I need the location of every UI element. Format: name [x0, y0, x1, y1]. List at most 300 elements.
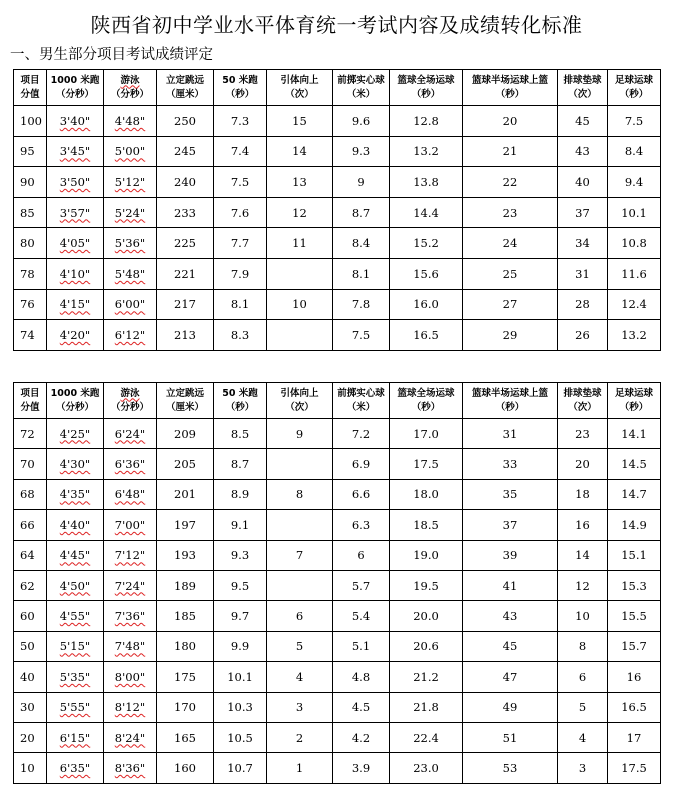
column-header	[608, 383, 661, 419]
table-cell: 4'25"	[47, 419, 104, 449]
column-header	[390, 70, 463, 106]
table-cell: 20	[14, 722, 47, 752]
table-cell: 6'36"	[104, 449, 157, 479]
column-header-line: 立定跳远	[165, 387, 204, 399]
table-cell: 205	[157, 449, 214, 479]
column-header-line: （分秒）	[110, 88, 149, 100]
column-header-line: （秒）	[495, 401, 525, 413]
table-cell: 8	[558, 631, 608, 661]
table-row	[14, 449, 661, 479]
table-cell	[267, 570, 333, 600]
table-cell	[267, 258, 333, 289]
table-cell: 26	[558, 320, 608, 351]
table-cell: 15	[267, 106, 333, 137]
column-header-line: 足球运球	[614, 74, 653, 86]
column-header	[558, 383, 608, 419]
table-cell: 10.7	[214, 753, 267, 783]
table-cell: 20	[463, 106, 558, 137]
table-row	[14, 320, 661, 351]
table-cell: 40	[558, 167, 608, 198]
table-row	[14, 570, 661, 600]
table-cell: 7.6	[214, 197, 267, 228]
table-cell: 66	[14, 510, 47, 540]
table-cell: 22	[463, 167, 558, 198]
table-cell: 4'48"	[104, 106, 157, 137]
table-cell: 68	[14, 479, 47, 509]
table-cell: 21.8	[390, 692, 463, 722]
table-cell: 4	[267, 662, 333, 692]
column-header-line: 篮球全场运球	[397, 74, 455, 86]
table-cell: 5'24"	[104, 197, 157, 228]
column-header-line: 前掷实心球	[337, 387, 385, 399]
table-cell: 6.3	[333, 510, 390, 540]
column-header-line: 引体向上	[280, 74, 319, 86]
column-header-line: 50 米跑	[222, 387, 258, 399]
table-row	[14, 228, 661, 259]
table-cell: 4.2	[333, 722, 390, 752]
table-cell: 43	[463, 601, 558, 631]
table-cell: 9	[267, 419, 333, 449]
column-header	[333, 70, 390, 106]
table-cell: 18	[558, 479, 608, 509]
table-cell: 5'00"	[104, 136, 157, 167]
table-cell: 8	[267, 479, 333, 509]
table-cell: 7.4	[214, 136, 267, 167]
table-cell: 15.1	[608, 540, 661, 570]
table-cell: 11.6	[608, 258, 661, 289]
table-cell: 15.7	[608, 631, 661, 661]
table-cell: 10	[267, 289, 333, 320]
table-cell	[267, 510, 333, 540]
table-cell	[267, 449, 333, 479]
column-header-line: 排球垫球	[563, 387, 602, 399]
table-header-row	[14, 383, 661, 419]
column-header-line: 引体向上	[280, 387, 319, 399]
table-cell: 41	[463, 570, 558, 600]
table-cell: 60	[14, 601, 47, 631]
column-header	[333, 383, 390, 419]
table-cell: 64	[14, 540, 47, 570]
column-header-line: 游泳	[120, 74, 140, 86]
column-header-line: （分秒）	[110, 401, 149, 413]
table-cell: 27	[463, 289, 558, 320]
column-header-line: 项目	[20, 387, 40, 399]
table-cell: 17.5	[390, 449, 463, 479]
column-header	[214, 383, 267, 419]
table-cell: 9.9	[214, 631, 267, 661]
table-cell: 10	[558, 601, 608, 631]
table-cell: 15.6	[390, 258, 463, 289]
table-cell: 16.5	[608, 692, 661, 722]
table-cell: 170	[157, 692, 214, 722]
table-cell: 8.3	[214, 320, 267, 351]
column-header-line: 1000 米跑	[50, 74, 100, 86]
table-cell: 37	[558, 197, 608, 228]
table-cell: 16	[558, 510, 608, 540]
table-cell: 49	[463, 692, 558, 722]
table-cell: 13	[267, 167, 333, 198]
table-cell: 4.8	[333, 662, 390, 692]
column-header-line: （米）	[346, 88, 376, 100]
table-cell: 18.5	[390, 510, 463, 540]
column-header	[157, 70, 214, 106]
table-cell: 31	[558, 258, 608, 289]
column-header-line: （厘米）	[165, 88, 204, 100]
column-header-line: （米）	[346, 401, 376, 413]
table-row	[14, 601, 661, 631]
table-row	[14, 722, 661, 752]
table-row	[14, 197, 661, 228]
table-row	[14, 106, 661, 137]
table-cell: 7.9	[214, 258, 267, 289]
table-cell: 10	[14, 753, 47, 783]
table-cell: 35	[463, 479, 558, 509]
table-cell: 8'12"	[104, 692, 157, 722]
table-cell: 7.5	[333, 320, 390, 351]
table-cell: 70	[14, 449, 47, 479]
column-header	[104, 383, 157, 419]
table-cell: 43	[558, 136, 608, 167]
table-cell: 34	[558, 228, 608, 259]
column-header-line: 50 米跑	[222, 74, 258, 86]
table-cell: 4'35"	[47, 479, 104, 509]
table-cell: 16	[608, 662, 661, 692]
table-cell: 100	[14, 106, 47, 137]
table-cell: 29	[463, 320, 558, 351]
table-cell: 10.5	[214, 722, 267, 752]
table-cell: 9.5	[214, 570, 267, 600]
table-cell: 3'57"	[47, 197, 104, 228]
table-cell: 37	[463, 510, 558, 540]
table-cell: 8.1	[214, 289, 267, 320]
table-row	[14, 692, 661, 722]
table-cell: 6	[333, 540, 390, 570]
table-cell: 47	[463, 662, 558, 692]
table-cell: 8.7	[214, 449, 267, 479]
table-cell: 9.7	[214, 601, 267, 631]
table-cell: 45	[558, 106, 608, 137]
column-header-line: 篮球全场运球	[397, 387, 455, 399]
table-cell: 250	[157, 106, 214, 137]
table-cell: 175	[157, 662, 214, 692]
column-header-line: 游泳	[120, 387, 140, 399]
table-cell: 10.1	[214, 662, 267, 692]
table-cell: 95	[14, 136, 47, 167]
column-header-line: （秒）	[411, 401, 441, 413]
table-row	[14, 631, 661, 661]
table-cell: 15.5	[608, 601, 661, 631]
table-cell: 7.7	[214, 228, 267, 259]
table-cell: 13.2	[390, 136, 463, 167]
table-cell: 5'55"	[47, 692, 104, 722]
table-cell: 201	[157, 479, 214, 509]
column-header	[463, 70, 558, 106]
table-header-row	[14, 70, 661, 106]
table-cell: 13.8	[390, 167, 463, 198]
table-cell: 76	[14, 289, 47, 320]
table-row	[14, 167, 661, 198]
table-cell: 5.4	[333, 601, 390, 631]
column-header	[14, 70, 47, 106]
table-cell: 23	[558, 419, 608, 449]
table-cell: 7'36"	[104, 601, 157, 631]
table-cell: 8'24"	[104, 722, 157, 752]
column-header-line: （秒）	[619, 88, 649, 100]
table-cell: 3	[267, 692, 333, 722]
table-cell: 9.3	[333, 136, 390, 167]
table-cell: 45	[463, 631, 558, 661]
score-table-part-2	[13, 382, 661, 784]
column-header-line: （秒）	[225, 88, 255, 100]
table-cell: 78	[14, 258, 47, 289]
section-heading: 一、男生部分项目考试成绩评定	[10, 47, 213, 63]
table-cell: 4'05"	[47, 228, 104, 259]
table-cell: 12	[558, 570, 608, 600]
column-header-line: 足球运球	[614, 387, 653, 399]
column-header-line: 篮球半场运球上篮	[471, 387, 548, 399]
table-cell: 7'00"	[104, 510, 157, 540]
table-cell: 8.9	[214, 479, 267, 509]
table-cell: 14.7	[608, 479, 661, 509]
table-cell: 31	[463, 419, 558, 449]
table-cell: 3	[558, 753, 608, 783]
table-cell: 17.5	[608, 753, 661, 783]
table-cell	[267, 320, 333, 351]
table-cell: 9.6	[333, 106, 390, 137]
column-header-line: （次）	[568, 401, 597, 413]
table-cell: 20.0	[390, 601, 463, 631]
table-cell: 221	[157, 258, 214, 289]
table-cell: 85	[14, 197, 47, 228]
column-header-line: （秒）	[619, 401, 649, 413]
table-cell: 21.2	[390, 662, 463, 692]
table-cell: 10.3	[214, 692, 267, 722]
table-cell: 10.8	[608, 228, 661, 259]
table-cell: 217	[157, 289, 214, 320]
table-cell: 16.5	[390, 320, 463, 351]
table-cell: 8'36"	[104, 753, 157, 783]
table-body	[14, 419, 661, 784]
table-cell: 5'48"	[104, 258, 157, 289]
table-cell: 3'40"	[47, 106, 104, 137]
table-row	[14, 540, 661, 570]
table-cell: 4'50"	[47, 570, 104, 600]
table-cell: 225	[157, 228, 214, 259]
table-cell: 51	[463, 722, 558, 752]
table-cell: 180	[157, 631, 214, 661]
column-header-line: 篮球半场运球上篮	[471, 74, 548, 86]
table-cell: 6.9	[333, 449, 390, 479]
table-cell: 25	[463, 258, 558, 289]
table-cell: 7.8	[333, 289, 390, 320]
table-cell: 9.1	[214, 510, 267, 540]
table-cell: 8.7	[333, 197, 390, 228]
column-header-line: （厘米）	[165, 401, 204, 413]
column-header-line: （分秒）	[55, 401, 94, 413]
column-header-line: （次）	[285, 88, 314, 100]
table-cell: 6'15"	[47, 722, 104, 752]
table-cell: 28	[558, 289, 608, 320]
column-header-line: （分秒）	[55, 88, 94, 100]
table-cell: 39	[463, 540, 558, 570]
table-cell: 7.2	[333, 419, 390, 449]
table-cell: 6'00"	[104, 289, 157, 320]
table-cell: 72	[14, 419, 47, 449]
table-row	[14, 510, 661, 540]
column-header	[14, 383, 47, 419]
table-cell: 4'10"	[47, 258, 104, 289]
table-cell: 5'36"	[104, 228, 157, 259]
column-header	[47, 70, 104, 106]
table-cell: 209	[157, 419, 214, 449]
table-cell: 90	[14, 167, 47, 198]
column-header-line: 立定跳远	[165, 74, 204, 86]
table-cell: 4'15"	[47, 289, 104, 320]
table-cell: 9.3	[214, 540, 267, 570]
table-cell: 4.5	[333, 692, 390, 722]
table-cell: 23	[463, 197, 558, 228]
score-table-part-1	[13, 69, 661, 351]
table-cell: 6	[558, 662, 608, 692]
table-cell: 4'55"	[47, 601, 104, 631]
table-cell: 19.5	[390, 570, 463, 600]
table-cell: 14	[267, 136, 333, 167]
column-header-line: （秒）	[225, 401, 255, 413]
table-cell: 165	[157, 722, 214, 752]
table-cell: 4'30"	[47, 449, 104, 479]
table-cell: 40	[14, 662, 47, 692]
table-cell: 6'35"	[47, 753, 104, 783]
table-cell: 3'45"	[47, 136, 104, 167]
table-cell: 197	[157, 510, 214, 540]
column-header	[608, 70, 661, 106]
table-row	[14, 289, 661, 320]
column-header-line: （秒）	[495, 88, 525, 100]
column-header-line: 分值	[20, 401, 40, 413]
table-cell: 12.8	[390, 106, 463, 137]
table-cell: 14.9	[608, 510, 661, 540]
table-row	[14, 479, 661, 509]
table-cell: 17.0	[390, 419, 463, 449]
column-header-line: 1000 米跑	[50, 387, 100, 399]
table-cell: 7.3	[214, 106, 267, 137]
table-cell: 12.4	[608, 289, 661, 320]
table-cell: 7'24"	[104, 570, 157, 600]
table-cell: 13.2	[608, 320, 661, 351]
table-cell: 7.5	[608, 106, 661, 137]
table-cell: 5'15"	[47, 631, 104, 661]
table-cell: 20.6	[390, 631, 463, 661]
table-cell: 6'12"	[104, 320, 157, 351]
table-cell: 22.4	[390, 722, 463, 752]
table-cell: 8.1	[333, 258, 390, 289]
table-cell: 6'48"	[104, 479, 157, 509]
column-header-line: 前掷实心球	[337, 74, 385, 86]
table-row	[14, 419, 661, 449]
table-cell: 9.4	[608, 167, 661, 198]
table-cell: 6'24"	[104, 419, 157, 449]
table-cell: 1	[267, 753, 333, 783]
table-cell: 18.0	[390, 479, 463, 509]
table-cell: 50	[14, 631, 47, 661]
table-cell: 5.1	[333, 631, 390, 661]
table-cell: 193	[157, 540, 214, 570]
table-cell: 5	[558, 692, 608, 722]
table-cell: 12	[267, 197, 333, 228]
table-cell: 14.4	[390, 197, 463, 228]
table-cell: 19.0	[390, 540, 463, 570]
table-cell: 23.0	[390, 753, 463, 783]
column-header	[463, 383, 558, 419]
table-cell: 20	[558, 449, 608, 479]
column-header	[47, 383, 104, 419]
table-cell: 30	[14, 692, 47, 722]
table-cell: 6.6	[333, 479, 390, 509]
table-cell: 8.4	[333, 228, 390, 259]
table-cell: 15.3	[608, 570, 661, 600]
column-header-line: 排球垫球	[563, 74, 602, 86]
table-row	[14, 136, 661, 167]
table-cell: 24	[463, 228, 558, 259]
table-cell: 213	[157, 320, 214, 351]
table-cell: 189	[157, 570, 214, 600]
table-cell: 80	[14, 228, 47, 259]
table-cell: 5'12"	[104, 167, 157, 198]
table-cell: 2	[267, 722, 333, 752]
table-cell: 62	[14, 570, 47, 600]
table-cell: 14	[558, 540, 608, 570]
table-cell: 9	[333, 167, 390, 198]
column-header	[157, 383, 214, 419]
table-cell: 240	[157, 167, 214, 198]
table-cell: 185	[157, 601, 214, 631]
page-title: 陕西省初中学业水平体育统一考试内容及成绩转化标准	[90, 13, 583, 37]
table-cell: 7	[267, 540, 333, 570]
column-header-line: （次）	[568, 88, 597, 100]
column-header-line: （次）	[285, 401, 314, 413]
table-cell: 160	[157, 753, 214, 783]
table-row	[14, 662, 661, 692]
table-cell: 8'00"	[104, 662, 157, 692]
table-cell: 15.2	[390, 228, 463, 259]
table-cell: 11	[267, 228, 333, 259]
table-cell: 74	[14, 320, 47, 351]
table-cell: 7.5	[214, 167, 267, 198]
table-body	[14, 106, 661, 351]
table-cell: 33	[463, 449, 558, 479]
column-header	[390, 383, 463, 419]
table-cell: 245	[157, 136, 214, 167]
column-header-line: 项目	[20, 74, 40, 86]
column-header-line: （秒）	[411, 88, 441, 100]
table-cell: 4'45"	[47, 540, 104, 570]
table-cell: 14.1	[608, 419, 661, 449]
table-cell: 21	[463, 136, 558, 167]
table-cell: 8.5	[214, 419, 267, 449]
table-cell: 10.1	[608, 197, 661, 228]
table-cell: 6	[267, 601, 333, 631]
column-header	[558, 70, 608, 106]
table-cell: 7'12"	[104, 540, 157, 570]
table-row	[14, 753, 661, 783]
table-cell: 14.5	[608, 449, 661, 479]
table-cell: 7'48"	[104, 631, 157, 661]
table-cell: 4'20"	[47, 320, 104, 351]
table-cell: 16.0	[390, 289, 463, 320]
table-cell: 3.9	[333, 753, 390, 783]
column-header-line: 分值	[20, 88, 40, 100]
table-cell: 4	[558, 722, 608, 752]
